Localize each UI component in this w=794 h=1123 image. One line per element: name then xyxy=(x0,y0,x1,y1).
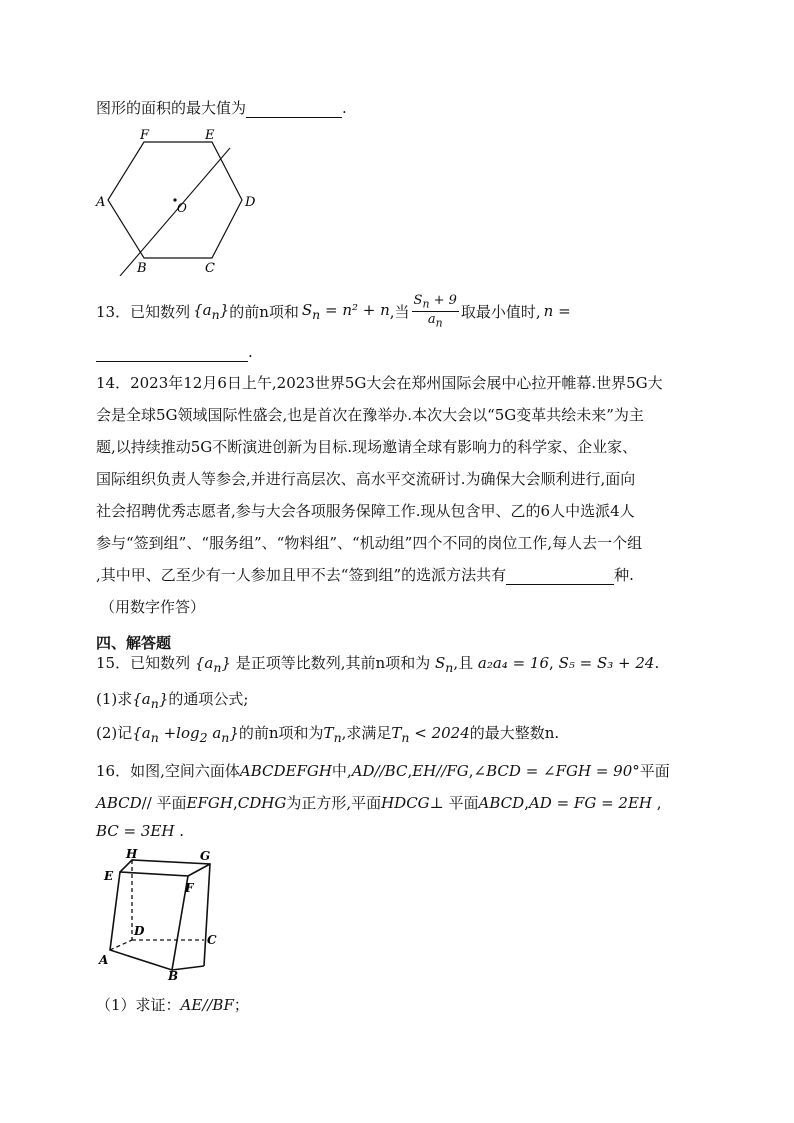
q16-parallel-2: EH//FG xyxy=(412,762,469,780)
q16-comma-5: , xyxy=(652,794,662,812)
center-label-o: O xyxy=(177,201,187,215)
q15-p2-t xyxy=(323,724,342,745)
q13-comma: ,当 xyxy=(389,302,410,321)
solid-label-f: F xyxy=(185,881,194,895)
q13-mid: 的前n项和 xyxy=(229,302,299,321)
solid-label-d: D xyxy=(134,924,145,938)
q15-p1-seq-close: } xyxy=(158,690,169,708)
q15-p2-ineq-sub: n xyxy=(401,730,410,745)
q16-plane-abcd-2: ABCD xyxy=(478,794,525,812)
section-heading: 四、解答题 xyxy=(96,634,172,652)
hexagon-figure xyxy=(92,126,262,276)
q14-line-5: 社会招聘优秀志愿者,参与大会各项服务保障工作.现从包含甲、乙的6人中选派4人 xyxy=(96,502,635,520)
q16-line-1 xyxy=(96,760,670,781)
solid-label-b: B xyxy=(168,969,179,982)
answer-blank-14[interactable] xyxy=(506,566,614,585)
q16-bc-length: BC = 3EH xyxy=(96,822,175,840)
answer-blank-13[interactable] xyxy=(96,343,248,362)
q15-sequence xyxy=(194,654,231,675)
q16-lengths: AD = FG = 2EH xyxy=(528,794,653,812)
q15-line-1 xyxy=(96,652,659,675)
vertex-label-a: A xyxy=(96,195,106,210)
q15-p2-t-sub: n xyxy=(333,730,342,745)
q15-p1-seq-sub: n xyxy=(150,696,159,711)
vertex-label-e: E xyxy=(205,128,215,143)
q15-condition-2: S₅ = S₃ + 24 xyxy=(558,654,655,672)
q16-cdhg: CDHG xyxy=(237,794,287,812)
q16-solid-name: ABCDEFGH xyxy=(239,762,332,780)
q13-prefix: 13．已知数列 xyxy=(96,302,191,321)
q16-line-2 xyxy=(96,792,662,813)
q15-p2-t-base: T xyxy=(323,724,334,742)
q13-tail: 取最小值时, xyxy=(460,302,541,321)
q16-p1-end: ； xyxy=(233,996,249,1014)
solid-label-e: E xyxy=(104,869,114,883)
q13-formula-rest: = n² + n xyxy=(320,300,390,319)
top-line-end: . xyxy=(342,99,347,117)
q16-p1-statement: AE//BF xyxy=(180,996,234,1014)
q16-comma-3: , xyxy=(232,794,238,812)
q13-seq-close: } xyxy=(219,300,230,319)
q13-den-a: a xyxy=(427,311,436,327)
q16-hdcg: HDCG xyxy=(381,794,430,812)
q15-p2-ineq-rest: < 2024 xyxy=(409,724,470,742)
q15-seq-base: {a xyxy=(194,654,214,672)
vertex-label-b: B xyxy=(137,261,147,276)
q15-p2-ineq-t: T xyxy=(391,724,402,742)
q15-text-b: 是正项等比数列,其前n项和为 xyxy=(235,654,431,672)
q14-note: （用数字作答） xyxy=(100,598,206,616)
q13-seq-base: {a xyxy=(193,300,212,319)
q15-condition-1: a₂a₄ = 16 xyxy=(477,654,549,672)
q15-p2-log-sub: 2 xyxy=(199,730,208,745)
q13-den-sub: n xyxy=(435,316,443,330)
q15-part-1 xyxy=(96,688,248,711)
q16-intro: 16．如图,空间六面体 xyxy=(96,762,240,780)
q16-comma-2: , xyxy=(468,762,474,780)
q15-p2-text-d: 的最大整数n. xyxy=(469,724,560,742)
q13-frac-numerator xyxy=(412,293,459,312)
q16-angle: ∠BCD = ∠FGH = 90° xyxy=(473,762,640,780)
solid-label-c: C xyxy=(207,933,217,947)
q15-p1-sequence xyxy=(132,690,169,711)
top-line-text: 图形的面积的最大值为 xyxy=(96,99,247,117)
solid-front-face xyxy=(110,872,188,970)
dividing-line xyxy=(120,148,230,276)
q16-comma-4: , xyxy=(524,794,529,812)
q13-num-rest: + 9 xyxy=(429,292,457,308)
q14-line-2: 会是全球5G领域国际性盛会,也是首次在豫举办.本次大会以“5G变革共绘未来”为主 xyxy=(96,406,644,424)
solid-label-h: H xyxy=(126,847,138,861)
q16-comma-1: , xyxy=(407,762,413,780)
q15-p2-seq-end: a xyxy=(207,724,222,742)
q15-p2-seq-close: } xyxy=(229,724,239,742)
solid-figure xyxy=(96,846,226,982)
q15-p1-seq-base: {a xyxy=(132,690,151,708)
q13-fraction xyxy=(412,293,459,329)
vertex-label-c: C xyxy=(205,261,215,276)
q13-answer-line: . xyxy=(96,343,253,362)
q15-end: . xyxy=(654,654,660,672)
q15-p1-text: 的通项公式; xyxy=(168,690,249,708)
q14-line-7-end: 种. xyxy=(614,566,634,584)
q14-line-7-text: ,其中甲、乙至少有一人参加且甲不去“签到组”的选派方法共有 xyxy=(96,566,507,584)
solid-label-g: G xyxy=(200,849,211,863)
q15-intro: 15．已知数列 xyxy=(96,654,191,672)
q16-line-3 xyxy=(96,822,184,840)
top-line xyxy=(96,97,347,118)
q15-part-2 xyxy=(96,722,559,745)
hidden-edge-ad xyxy=(110,940,132,950)
q13-sequence xyxy=(193,301,229,322)
q14-line-7 xyxy=(96,564,634,585)
q15-comma: , xyxy=(549,654,554,672)
q15-p2-text-c: ,求满足 xyxy=(341,724,392,742)
q16-perp: ⊥ 平面 xyxy=(429,794,479,812)
q13-formula xyxy=(302,301,390,322)
q15-sum xyxy=(434,654,454,675)
q13-formula-s: S xyxy=(301,300,313,319)
q15-p2-seq-end-sub: n xyxy=(221,730,230,745)
q13-frac-denominator xyxy=(412,312,459,330)
q14-line-6: 参与“签到组”、“服务组”、“物料组”、“机动组”四个不同的岗位工作,每人去一个组 xyxy=(96,534,643,552)
q15-p2-seq-base: {a xyxy=(132,724,151,742)
q16-plane-abcd: ABCD xyxy=(96,794,142,812)
q16-plane: 平面 xyxy=(639,762,670,780)
q16-text-b: 中, xyxy=(331,762,352,780)
q15-sum-sub: n xyxy=(445,660,454,675)
q15-p1-label: (1)求 xyxy=(96,690,133,708)
edge-fg xyxy=(188,864,210,876)
q13-formula-sub: n xyxy=(312,306,321,322)
vertex-label-f: F xyxy=(140,128,150,143)
q15-p2-inequality xyxy=(391,724,470,745)
answer-blank-12[interactable] xyxy=(246,99,342,118)
q16-part-1 xyxy=(96,994,249,1015)
q16-parallel-1: AD//BC xyxy=(351,762,408,780)
q16-line-3-end: . xyxy=(174,822,185,840)
q16-square-text: 为正方形,平面 xyxy=(286,794,382,812)
q16-parallel-plane: // 平面 xyxy=(141,794,187,812)
q13-num-s: S xyxy=(413,292,423,308)
q15-p2-seq-sub: n xyxy=(150,730,159,745)
q14-line-1: 14．2023年12月6日上午,2023世界5G大会在郑州国际会展中心拉开帷幕.世界5G大 xyxy=(96,374,663,392)
q14-line-3: 题,以持续推动5G不断演进创新为目标.现场邀请全球有影响力的科学家、企业家、 xyxy=(96,438,638,456)
q14-line-4: 国际组织负责人等参会,并进行高层次、高水平交流研讨.为确保大会顺利进行,面向 xyxy=(96,470,636,488)
vertex-label-d: D xyxy=(245,195,256,210)
q16-p1-label: （1）求证： xyxy=(96,996,181,1014)
q16-plane-efgh: EFGH xyxy=(186,794,233,812)
q15-seq-close: } xyxy=(221,654,231,672)
q13-num-sub: n xyxy=(422,297,430,311)
q15-p2-label: (2)记 xyxy=(96,724,133,742)
q13-seq-sub: n xyxy=(211,306,220,322)
q15-text-c: ,且 xyxy=(453,654,474,672)
q13-n-equals: n = xyxy=(543,302,571,320)
solid-top-back-edges xyxy=(120,860,210,966)
q15-seq-sub: n xyxy=(213,660,222,675)
q15-sum-s: S xyxy=(434,654,446,672)
q15-p2-sequence xyxy=(132,724,239,745)
question-13 xyxy=(96,291,571,331)
q15-p2-log: +log xyxy=(158,724,200,742)
q15-p2-text-b: 的前n项和为 xyxy=(238,724,324,742)
solid-label-a: A xyxy=(99,953,109,967)
